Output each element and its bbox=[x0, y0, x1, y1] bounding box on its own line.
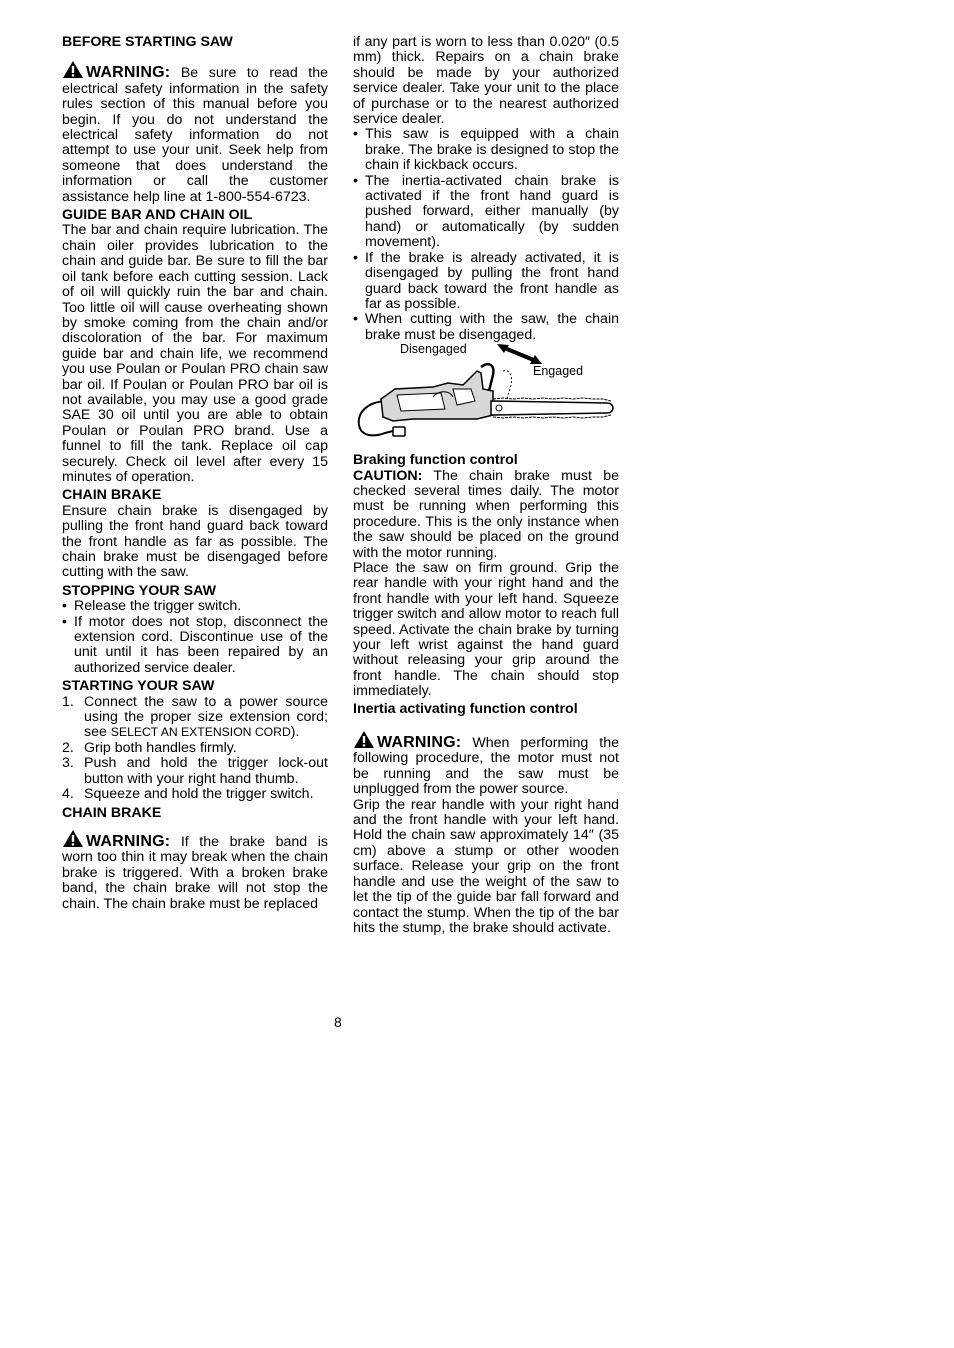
step-text: Push and hold the trigger lock-out button with your right hand thumb. bbox=[84, 755, 328, 787]
step-reference: SELECT AN EXTENSION CORD bbox=[110, 725, 291, 740]
list-item: • If motor does not stop, disconnect the extension cord. Discontinue use of the unit until it has been repaired by an authorized service dealer. bbox=[62, 615, 328, 677]
step-number: 2. bbox=[62, 739, 74, 756]
list-item bbox=[62, 741, 328, 756]
step-number: 1. bbox=[62, 693, 74, 710]
oil-heading: GUIDE BAR AND CHAIN OIL bbox=[62, 207, 253, 224]
list-item: • Release the trigger switch. bbox=[62, 599, 328, 614]
warning-label: WARNING: bbox=[377, 734, 462, 752]
step-number: 4. bbox=[62, 786, 74, 803]
warning-triangle-icon bbox=[62, 829, 84, 848]
list-item: • When cutting with the saw, the chain brake must be disengaged. bbox=[353, 312, 619, 343]
step-text: Connect the saw to a power source using the proper size extension cord; see bbox=[84, 693, 328, 741]
grip-text: Grip the rear handle with your right hand and the front handle with your left hand. Hold the chain saw approximately 14″ (35 cm) above a stump or other wooden surface. Release your grip on the front handle and use the weight of the saw to let the tip of the guide bar fall forward and contact the stump. When the tip of the bar hits the stump, the brake should activate. bbox=[353, 796, 619, 936]
oil-text: The bar and chain require lubrication. The chain oiler provides lubrication to the chain and guide bar. Be sure to fill the bar oil tank before each cutting session. Lack of oil will quickly ruin the bar and chain. Too little oil will cause overheating shown by smoke coming from the chain and/or discoloration of the bar. For maximum guide bar and chain life, we recommend you use Poulan or Poulan PRO chain saw bar oil. If Poulan or Poulan PRO bar oil is not available, you may use a good grade SAE 30 oil until you are able to obtain Poulan or Poulan PRO brand. Use a funnel to fill the tank. Replace oil cap securely. Check oil level after every 15 minutes of operation. bbox=[62, 222, 328, 485]
list-item bbox=[62, 695, 328, 741]
caution-paragraph bbox=[353, 469, 619, 561]
caution-text: The chain brake must be checked several times daily. The motor must be running when performing this procedure. This is the only instance when the saw should be placed on the ground with the motor running. bbox=[353, 467, 619, 561]
warning-brake-band bbox=[62, 829, 328, 912]
warning-text: If the brake band is worn too thin it may break when the chain brake is triggered. With a broken brake band, the chain brake will not stop the chain. The chain brake must be replaced bbox=[62, 833, 329, 912]
disengaged-label: Disengaged bbox=[400, 342, 467, 357]
step-text: Grip both handles firmly. bbox=[84, 739, 237, 756]
step-tail: ). bbox=[290, 724, 300, 741]
caution-label: CAUTION: bbox=[353, 467, 423, 484]
page-number: 8 bbox=[334, 1014, 342, 1030]
continued-text: if any part is worn to less than 0.020″ (0.5 mm) thick. Repairs on a chain brake should be made by your authorized service dealer. Take your unit to the place of purchase or to the nearest authorized service dealer. bbox=[353, 34, 619, 128]
step-text: Squeeze and hold the trigger switch. bbox=[84, 786, 314, 803]
before-starting-heading: BEFORE STARTING SAW bbox=[62, 34, 233, 50]
warning-triangle-icon bbox=[353, 730, 375, 749]
list-item: • This saw is equipped with a chain brake. The brake is designed to stop the chain if kickback occurs. bbox=[353, 127, 619, 173]
warning-text: When performing the following procedure, the motor must not be running and the saw must be unplugged from the power source. bbox=[353, 735, 619, 798]
warning-label: WARNING: bbox=[86, 64, 171, 82]
inertia-heading: Inertia activating function control bbox=[353, 700, 578, 717]
right-column bbox=[353, 35, 619, 936]
braking-function-heading: Braking function control bbox=[353, 452, 518, 469]
list-item bbox=[62, 787, 328, 802]
engaged-label: Engaged bbox=[533, 364, 584, 379]
warning-read-safety bbox=[62, 60, 328, 205]
stopping-list bbox=[62, 599, 328, 676]
place-saw-text: Place the saw on firm ground. Grip the rear handle with your right hand and the front handle with your left hand. Squeeze trigger switch and allow motor to reach full speed. Activate the chain brake by turning your left wrist against the hand guard without releasing your grip around the front handle. The chain should stop immediately. bbox=[353, 559, 619, 700]
chain-brake-bullets bbox=[353, 127, 619, 343]
left-column bbox=[62, 35, 328, 912]
step-number: 3. bbox=[62, 755, 74, 772]
stopping-heading: STOPPING YOUR SAW bbox=[62, 582, 216, 599]
chain-brake-heading-2: CHAIN BRAKE bbox=[62, 804, 162, 821]
chainsaw-illustration bbox=[353, 343, 619, 453]
chain-brake-text: Ensure chain brake is disengaged by pulling the front hand guard back toward the front handle as far as possible. The chain brake must be disengaged before cutting with the saw. bbox=[62, 502, 328, 581]
chain-brake-heading: CHAIN BRAKE bbox=[62, 487, 162, 504]
starting-list bbox=[62, 695, 328, 803]
warning-triangle-icon bbox=[62, 60, 84, 79]
chain-brake-figure bbox=[353, 343, 619, 453]
warning-unplugged bbox=[353, 730, 619, 798]
starting-heading: STARTING YOUR SAW bbox=[62, 678, 215, 695]
list-item bbox=[62, 756, 328, 787]
list-item: • If the brake is already activated, it is disengaged by pulling the front hand guard back toward the front handle as far as possible. bbox=[353, 251, 619, 313]
brake-direction-arrow-icon bbox=[497, 344, 542, 364]
list-item: • The inertia-activated chain brake is activated if the front hand guard is pushed forward, either manually (by hand) or automatically (by sudden movement). bbox=[353, 174, 619, 251]
warning-text: Be sure to read the electrical safety information in the safety rules section of this manual before you begin. If you do not understand the electrical safety information do not attempt to use your unit. Seek help from someone that does understand the information or call the customer assistance help line at 1-800-554-6723. bbox=[62, 65, 329, 205]
warning-label: WARNING: bbox=[86, 832, 171, 850]
